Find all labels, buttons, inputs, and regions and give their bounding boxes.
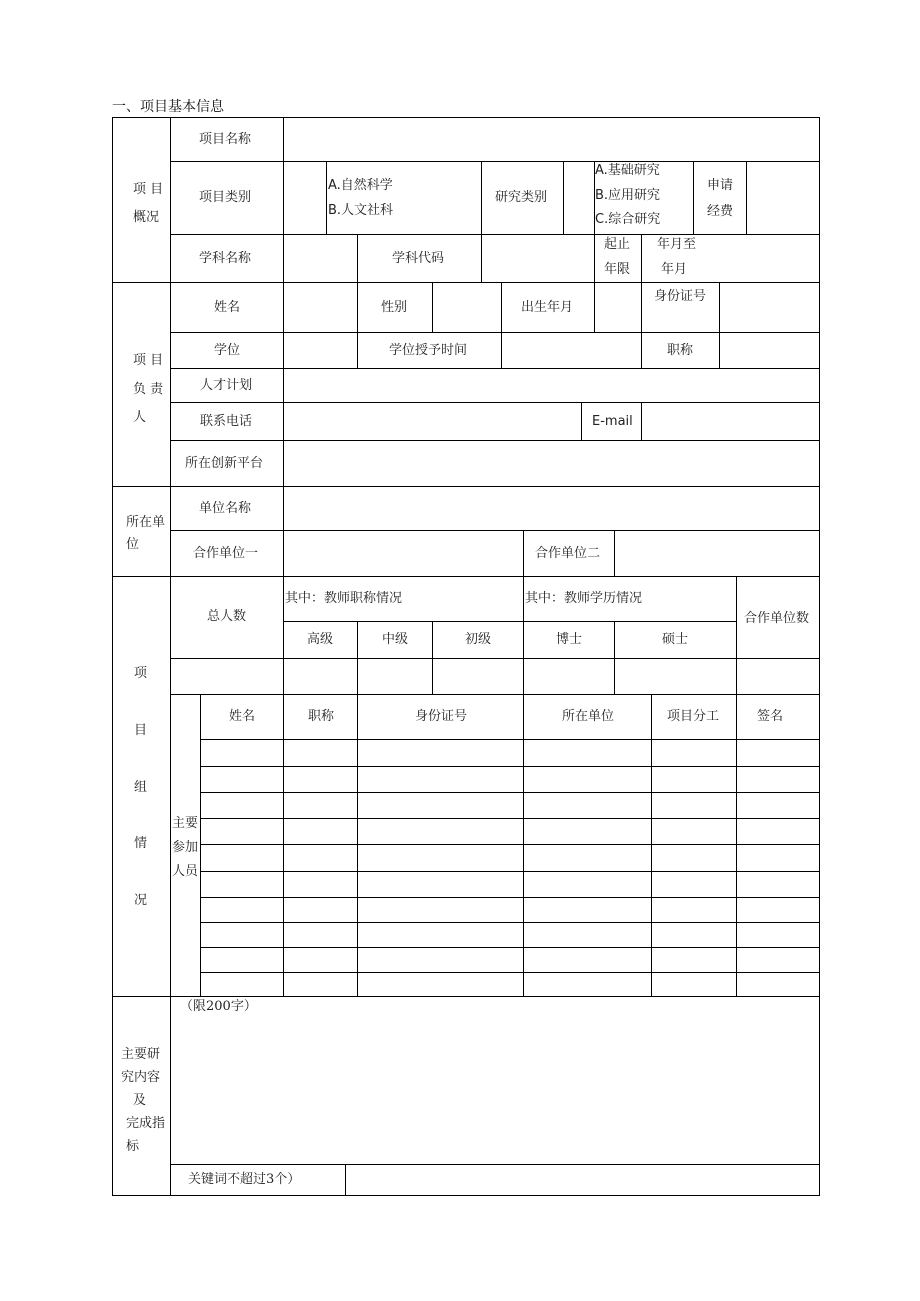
member-title-field[interactable] [283,922,358,948]
member-name-field[interactable] [200,871,284,898]
member-role-field[interactable] [651,897,737,923]
member-id-field[interactable] [357,871,524,898]
level-middle-label: 中级 [382,632,409,647]
member-role-field[interactable] [651,972,737,997]
discipline-name-label-cell [170,234,284,283]
level-junior-label: 初级 [465,632,492,647]
leader-degree-field[interactable] [283,332,358,369]
member-unit-field[interactable] [523,897,652,923]
leader-id-label-cell [641,282,720,333]
member-name-field[interactable] [200,766,284,793]
leader-header-line3: 人 [133,410,147,425]
member-sign-field[interactable] [736,739,820,767]
coop-unit1-field[interactable] [283,530,524,577]
member-col-role: 项目分工 [667,709,720,724]
content-header-line5: 标 [126,1139,140,1154]
team-header-line4: 情 [134,836,148,851]
research-type-choice-field[interactable] [563,161,595,235]
project-type-choice-field[interactable] [283,161,327,235]
leader-email-field[interactable] [641,402,820,441]
degree-phd-label-cell [523,621,615,659]
leader-header-line2: 负 责 [133,382,164,397]
funding-field[interactable] [746,161,820,235]
project-name-field[interactable] [283,117,820,162]
unit-header-line2: 位 [126,537,140,552]
leader-name-field[interactable] [283,282,358,333]
member-sign-field[interactable] [736,972,820,997]
member-col-sign-cell [736,694,820,740]
project-type-options-cell [326,161,482,235]
member-group-line2: 参加 [172,840,199,855]
project-type-label: 项目类别 [199,190,252,205]
discipline-code-label-cell [357,234,482,283]
member-role-field[interactable] [651,739,737,767]
member-col-name: 姓名 [229,709,256,724]
coop-unit2-label-cell [523,530,615,577]
research-type-option-c: C.综合研究 [595,212,661,227]
project-type-label-cell [170,161,284,235]
member-name-field[interactable] [200,897,284,923]
leader-header-line1: 项 目 [133,353,164,368]
member-sign-field[interactable] [736,922,820,948]
member-col-id: 身份证号 [415,709,468,724]
member-sign-field[interactable] [736,871,820,898]
member-unit-field[interactable] [523,792,652,819]
member-col-unit-cell [523,694,652,740]
leader-birth-field[interactable] [594,282,642,333]
member-col-role-cell [651,694,737,740]
member-name-field[interactable] [200,972,284,997]
unit-name-field[interactable] [283,486,820,531]
member-id-field[interactable] [357,922,524,948]
member-id-field[interactable] [357,897,524,923]
leader-birth-label: 出生年月 [521,300,574,315]
section-title: 一、项目基本信息 [112,99,224,115]
project-type-option-b: B.人文社科 [328,203,394,218]
leader-talent-label-cell [170,368,284,403]
level-middle-label-cell [357,621,433,659]
team-total-label-cell [170,576,284,659]
member-group-label-cell [170,694,201,997]
keywords-field[interactable] [345,1164,820,1196]
leader-platform-label-cell [170,440,284,487]
member-title-field[interactable] [283,739,358,767]
degree-master-field[interactable] [614,658,737,695]
member-id-field[interactable] [357,818,524,845]
research-type-option-b: B.应用研究 [595,188,661,203]
team-total-field[interactable] [170,658,284,695]
research-type-options-cell [594,161,694,235]
research-content-limit-note: （限200字） [180,999,257,1014]
member-sign-field[interactable] [736,818,820,845]
member-sign-field[interactable] [736,766,820,793]
overview-header-line1: 项 目 [133,182,164,197]
coop-unit2-field[interactable] [614,530,820,577]
member-id-field[interactable] [357,844,524,872]
coop-unit1-label-cell [170,530,284,577]
leader-gender-label-cell [357,282,433,333]
unit-header-cell [112,486,171,577]
member-col-id-cell [357,694,524,740]
member-sign-field[interactable] [736,844,820,872]
degree-phd-field[interactable] [523,658,615,695]
member-col-unit: 所在单位 [562,709,615,724]
leader-title-label-cell [641,332,720,369]
leader-birth-label-cell [501,282,595,333]
level-senior-field[interactable] [283,658,358,695]
degree-phd-label: 博士 [556,632,583,647]
leader-degree-time-label: 学位授予时间 [389,343,468,358]
leader-degree-label: 学位 [214,343,241,358]
team-header-line3: 组 [134,780,148,795]
unit-name-label-cell [170,486,284,531]
leader-degree-label-cell [170,332,284,369]
member-title-field[interactable] [283,818,358,845]
member-unit-field[interactable] [523,818,652,845]
coop-count-label: 合作单位数 [744,611,810,626]
research-content-field[interactable] [170,996,820,1165]
discipline-code-label: 学科代码 [392,251,445,266]
leader-gender-field[interactable] [432,282,502,333]
discipline-code-field[interactable] [481,234,595,283]
member-id-field[interactable] [357,739,524,767]
period-label-line1: 起止 [604,237,631,252]
content-header-line1: 主要研 [121,1047,161,1062]
teacher-edu-header-cell [523,576,737,622]
leader-header-cell [112,282,171,487]
period-field[interactable] [641,234,820,283]
period-label-cell [594,234,642,283]
level-junior-label-cell [432,621,524,659]
member-unit-field[interactable] [523,947,652,973]
leader-gender-label: 性别 [381,300,408,315]
keywords-label: 关键词不超过3个） [188,1172,301,1187]
member-unit-field[interactable] [523,871,652,898]
member-title-field[interactable] [283,792,358,819]
content-header-line4: 完成指 [126,1116,166,1131]
coop-count-label-cell [736,576,820,659]
member-sign-field[interactable] [736,792,820,819]
team-header-line2: 目 [134,723,148,738]
member-role-field[interactable] [651,844,737,872]
member-name-field[interactable] [200,818,284,845]
level-junior-field[interactable] [432,658,524,695]
funding-label-cell [693,161,747,235]
period-label-line2: 年限 [604,262,631,277]
member-role-field[interactable] [651,871,737,898]
research-type-label-cell [481,161,564,235]
level-senior-label-cell [283,621,358,659]
coop-count-field[interactable] [736,658,820,695]
research-type-option-a: A.基础研究 [595,163,660,178]
member-unit-field[interactable] [523,766,652,793]
leader-id-field[interactable] [719,282,820,333]
member-unit-field[interactable] [523,972,652,997]
period-start-text: 年月至 [657,237,697,252]
coop-unit2-label: 合作单位二 [535,546,601,561]
teacher-title-header: 其中：教师职称情况 [285,591,403,606]
content-header-line2: 究内容 [121,1070,161,1085]
team-total-label: 总人数 [207,609,247,624]
member-group-line3: 人员 [172,864,199,879]
member-sign-field[interactable] [736,897,820,923]
member-col-name-cell [200,694,284,740]
member-id-field[interactable] [357,972,524,997]
member-role-field[interactable] [651,792,737,819]
leader-phone-label: 联系电话 [200,414,253,429]
leader-email-label-cell [581,402,642,441]
discipline-name-label: 学科名称 [199,251,252,266]
member-col-title: 职称 [308,709,335,724]
member-role-field[interactable] [651,766,737,793]
member-title-field[interactable] [283,766,358,793]
unit-header-line1: 所在单 [126,515,166,530]
leader-email-label: E-mail [592,414,633,429]
overview-header-cell [112,117,171,283]
leader-phone-label-cell [170,402,284,441]
member-role-field[interactable] [651,818,737,845]
teacher-title-header-cell [283,576,524,622]
teacher-edu-header: 其中：教师学历情况 [525,591,643,606]
team-header-cell [112,576,171,997]
discipline-name-field[interactable] [283,234,358,283]
period-end-text: 年月 [661,262,688,277]
degree-master-label: 硕士 [662,632,689,647]
degree-master-label-cell [614,621,737,659]
member-id-field[interactable] [357,766,524,793]
keywords-label-cell [170,1164,346,1196]
project-name-label-cell [170,117,284,162]
leader-phone-field[interactable] [283,402,582,441]
leader-id-label: 身份证号 [654,289,707,304]
funding-label-line2: 经费 [707,204,734,219]
content-header-line3: 及 [133,1093,147,1108]
unit-name-label: 单位名称 [199,501,252,516]
overview-header-line2: 概况 [133,210,160,225]
level-middle-field[interactable] [357,658,433,695]
member-name-field[interactable] [200,739,284,767]
leader-title-label: 职称 [667,343,694,358]
leader-talent-field[interactable] [283,368,820,403]
leader-degree-time-label-cell [357,332,502,369]
content-header-cell [112,996,171,1196]
leader-talent-label: 人才计划 [200,378,253,393]
project-type-option-a: A.自然科学 [328,178,393,193]
member-name-field[interactable] [200,844,284,872]
funding-label-line1: 申请 [707,178,734,193]
member-role-field[interactable] [651,947,737,973]
team-header-line5: 况 [134,893,148,908]
member-title-field[interactable] [283,947,358,973]
member-name-field[interactable] [200,792,284,819]
research-type-label: 研究类别 [495,190,548,205]
member-title-field[interactable] [283,844,358,872]
member-id-field[interactable] [357,792,524,819]
member-role-field[interactable] [651,922,737,948]
member-unit-field[interactable] [523,739,652,767]
member-name-field[interactable] [200,922,284,948]
leader-platform-label: 所在创新平台 [185,456,264,471]
member-col-title-cell [283,694,358,740]
leader-platform-field[interactable] [283,440,820,487]
member-sign-field[interactable] [736,947,820,973]
member-col-sign: 签名 [757,709,784,724]
leader-title-field[interactable] [719,332,820,369]
leader-name-label: 姓名 [214,300,241,315]
member-group-line1: 主要 [172,816,199,831]
coop-unit1-label: 合作单位一 [193,546,259,561]
member-unit-field[interactable] [523,844,652,872]
member-name-field[interactable] [200,947,284,973]
team-header-line1: 项 [134,666,148,681]
leader-name-label-cell [170,282,284,333]
member-title-field[interactable] [283,972,358,997]
level-senior-label: 高级 [307,632,334,647]
member-unit-field[interactable] [523,922,652,948]
member-title-field[interactable] [283,897,358,923]
member-id-field[interactable] [357,947,524,973]
leader-degree-time-field[interactable] [501,332,642,369]
member-title-field[interactable] [283,871,358,898]
project-name-label: 项目名称 [199,132,252,147]
